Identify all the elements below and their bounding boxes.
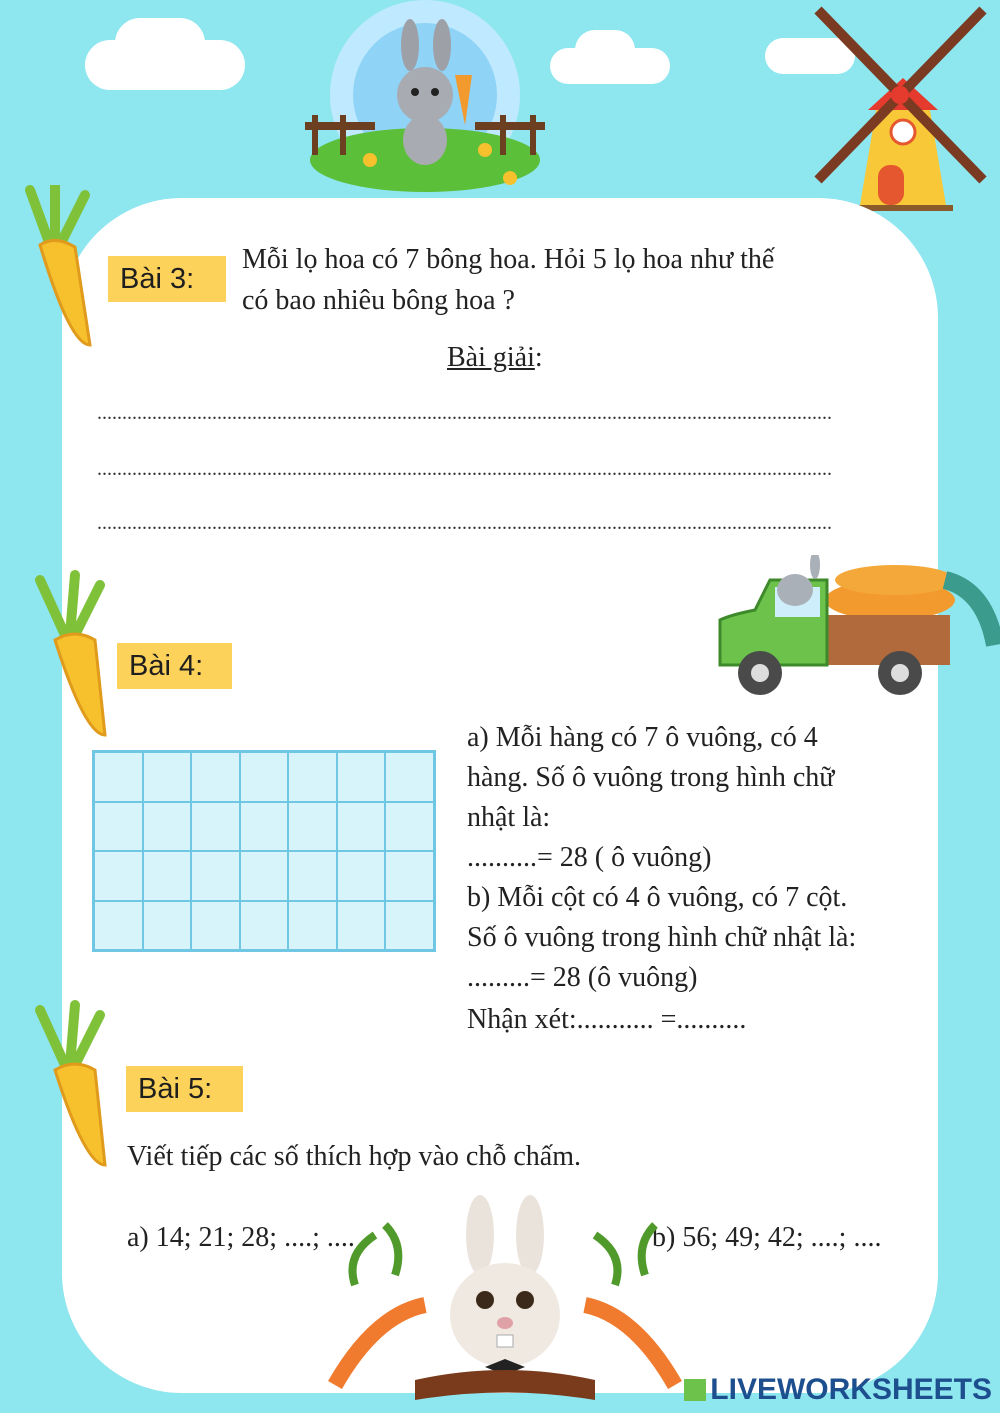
grid-cell: [288, 802, 337, 852]
solution-heading-colon: :: [534, 342, 543, 373]
solution-heading-text: Bài giải: [447, 342, 535, 373]
exercise-3-badge: Bài 3:: [108, 256, 226, 302]
liveworksheets-logo: [684, 1373, 992, 1407]
grid-cell: [288, 851, 337, 901]
grid-cell: [288, 901, 337, 951]
exercise-4-line1: a) Mỗi hàng có 7 ô vuông, có 4: [467, 722, 818, 753]
logo-text: LIVEWORKSHEETS: [710, 1373, 992, 1406]
exercise-4-line7[interactable]: .........= 28 (ô vuông): [467, 962, 698, 993]
truck-illustration: [715, 555, 1000, 700]
grid-cell: [191, 901, 240, 951]
exercise-4-badge: Bài 4:: [117, 643, 232, 689]
exercise-3-question-line1: Mỗi lọ hoa có 7 bông hoa. Hỏi 5 lọ hoa như thế: [242, 244, 775, 275]
grid-cell: [240, 802, 289, 852]
grid-cell: [94, 901, 143, 951]
exercise-5-part-a[interactable]: a) 14; 21; 28; ....; ....: [127, 1222, 355, 1253]
solution-heading: [447, 338, 543, 378]
grid-cell: [385, 851, 434, 901]
grid-cell: [143, 752, 192, 802]
answer-line[interactable]: ...................................................................................................................................................: [97, 512, 832, 534]
grid-cell: [240, 851, 289, 901]
exercise-5-instruction: Viết tiếp các số thích hợp vào chỗ chấm.: [127, 1141, 581, 1172]
grid-cell: [385, 752, 434, 802]
exercise-4-line3: nhật là:: [467, 802, 551, 833]
grid-cell: [337, 901, 386, 951]
grid-cell: [337, 802, 386, 852]
exercise-4-line2: hàng. Số ô vuông trong hình chữ: [467, 762, 835, 793]
cloud-decoration: [115, 18, 205, 68]
carrot-icon: [0, 185, 105, 355]
exercise-4-line6: Số ô vuông trong hình chữ nhật là:: [467, 922, 857, 953]
grid-cell: [143, 851, 192, 901]
exercise-4-line4[interactable]: ..........= 28 ( ô vuông): [467, 842, 712, 873]
grid-cell: [94, 752, 143, 802]
exercise-4-line8[interactable]: Nhận xét:........... =..........: [467, 1004, 747, 1035]
cloud-decoration: [575, 30, 635, 70]
carrot-icon: [20, 570, 120, 740]
grid-cell: [94, 851, 143, 901]
bunny-scene-illustration: [300, 0, 550, 195]
exercise-3-question-line2: có bao nhiêu bông hoa ?: [242, 285, 515, 316]
exercise-4-line5: b) Mỗi cột có 4 ô vuông, có 7 cột.: [467, 882, 848, 913]
bunny-carrots-illustration: [315, 1195, 695, 1413]
grid-cell: [288, 752, 337, 802]
grid-cell: [94, 802, 143, 852]
grid-cell: [191, 802, 240, 852]
grid-cell: [143, 802, 192, 852]
grid-cell: [337, 752, 386, 802]
grid-cell: [385, 901, 434, 951]
grid-cell: [337, 851, 386, 901]
logo-icon: [684, 1379, 706, 1401]
grid-cell: [143, 901, 192, 951]
square-grid: [92, 750, 436, 952]
grid-cell: [191, 752, 240, 802]
answer-line[interactable]: ...................................................................................................................................................: [97, 458, 832, 480]
exercise-5-part-b[interactable]: b) 56; 49; 42; ....; ....: [652, 1222, 882, 1253]
grid-cell: [240, 752, 289, 802]
grid-cell: [240, 901, 289, 951]
grid-cell: [385, 802, 434, 852]
grid-cell: [191, 851, 240, 901]
answer-line[interactable]: ...................................................................................................................................................: [97, 402, 832, 424]
windmill-illustration: [808, 0, 993, 215]
exercise-5-badge: Bài 5:: [126, 1066, 243, 1112]
carrot-icon: [20, 1000, 120, 1170]
